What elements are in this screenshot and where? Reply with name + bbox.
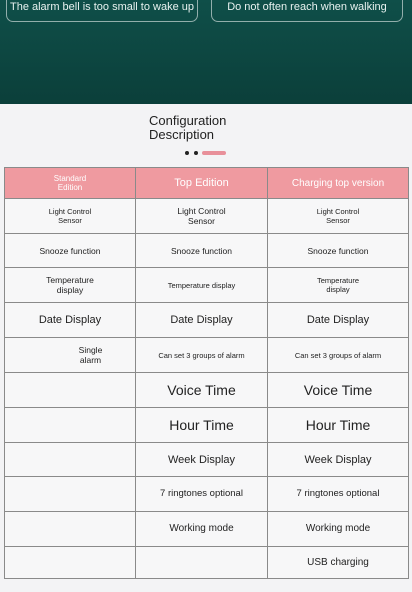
indicator-active-bar <box>202 151 226 155</box>
cell-line: Hour Time <box>169 417 234 433</box>
table-cell <box>136 268 268 303</box>
section-title-line2: Description <box>149 127 215 142</box>
table-row <box>5 443 409 477</box>
cell-line: Light Control <box>177 206 226 216</box>
table-cell <box>5 268 136 303</box>
table-row <box>5 268 409 303</box>
table-cell <box>268 373 409 408</box>
table-cell <box>268 443 409 477</box>
section-title <box>149 114 226 142</box>
table-cell <box>5 477 136 512</box>
table-row <box>5 199 409 234</box>
cell-line: Snooze function <box>171 245 232 256</box>
table-cell <box>136 408 268 443</box>
table-cell <box>5 338 136 373</box>
cell-line: Voice Time <box>167 382 236 398</box>
cell-line: Date Display <box>38 314 102 326</box>
cell-line: Sensor <box>326 216 350 225</box>
cell-line: Can set 3 groups of alarm <box>158 350 245 360</box>
table-cell <box>5 303 136 338</box>
header-charging-top-version: Charging top version <box>268 168 409 199</box>
cell-line: Working mode <box>305 523 371 534</box>
cell-line: display <box>326 285 350 294</box>
cell-line: Week Display <box>304 453 372 466</box>
table-row <box>5 408 409 443</box>
table-cell <box>136 234 268 268</box>
cell-line: Temperature display <box>167 280 236 290</box>
cell-line: Snooze function <box>307 245 369 256</box>
table-cell <box>136 512 268 547</box>
table-cell <box>5 547 136 579</box>
configuration-table <box>4 167 409 579</box>
table-cell <box>268 303 409 338</box>
table-cell <box>136 547 268 579</box>
table-cell <box>5 443 136 477</box>
table-cell <box>136 477 268 512</box>
table-row <box>5 234 409 268</box>
table-cell <box>268 477 409 512</box>
cell-line: Sensor <box>58 216 82 225</box>
header-standard-line2: Edition <box>57 183 83 192</box>
table-cell <box>268 338 409 373</box>
cell-line: Sensor <box>188 216 215 226</box>
table-row <box>5 303 409 338</box>
indicator-dot <box>185 151 189 155</box>
section-title-line1: Configuration <box>149 113 227 128</box>
table-cell <box>136 338 268 373</box>
cell-line: Hour Time <box>305 417 371 433</box>
banner-pill-left: The alarm bell is too small to wake up <box>6 0 198 22</box>
header-standard-line1: Standard <box>53 174 87 183</box>
table-cell <box>5 512 136 547</box>
cell-line: Voice Time <box>303 382 373 398</box>
cell-line: 7 ringtones optional <box>296 488 380 499</box>
cell-line: Temperature <box>46 275 94 285</box>
table-cell <box>268 234 409 268</box>
cell-line: Week Display <box>167 453 236 466</box>
table-cell <box>136 443 268 477</box>
cell-line: Temperature <box>316 276 360 285</box>
cell-line: Single <box>78 345 103 355</box>
cell-line: Light Control <box>48 207 92 216</box>
cell-line: Light Control <box>316 207 360 216</box>
table-cell <box>268 547 409 579</box>
top-banner <box>0 0 412 104</box>
cell-line: USB charging <box>307 556 369 568</box>
table-row <box>5 547 409 579</box>
table-cell <box>136 199 268 234</box>
table-cell <box>268 268 409 303</box>
banner-pill-right: Do not often reach when walking <box>211 0 403 22</box>
cell-line: display <box>56 285 84 295</box>
table-cell <box>5 408 136 443</box>
cell-line: Working mode <box>169 523 234 534</box>
table-cell <box>5 234 136 268</box>
table-cell <box>5 199 136 234</box>
table-cell <box>5 373 136 408</box>
cell-line: 7 ringtones optional <box>160 488 243 499</box>
table-cell <box>268 512 409 547</box>
table-cell <box>136 303 268 338</box>
table-row <box>5 338 409 373</box>
table-row <box>5 477 409 512</box>
cell-line: alarm <box>79 355 102 365</box>
table-row <box>5 512 409 547</box>
table-cell <box>268 199 409 234</box>
cell-line: Date Display <box>306 314 370 326</box>
table-row <box>5 373 409 408</box>
cell-line: Can set 3 groups of alarm <box>294 350 382 360</box>
table-cell <box>268 408 409 443</box>
table-cell <box>136 373 268 408</box>
cell-line: Date Display <box>170 314 233 326</box>
table-header-row <box>5 168 409 199</box>
cell-line: Snooze function <box>39 245 101 256</box>
header-standard-edition <box>5 168 136 199</box>
header-top-edition: Top Edition <box>136 168 268 199</box>
indicator-dot <box>194 151 198 155</box>
